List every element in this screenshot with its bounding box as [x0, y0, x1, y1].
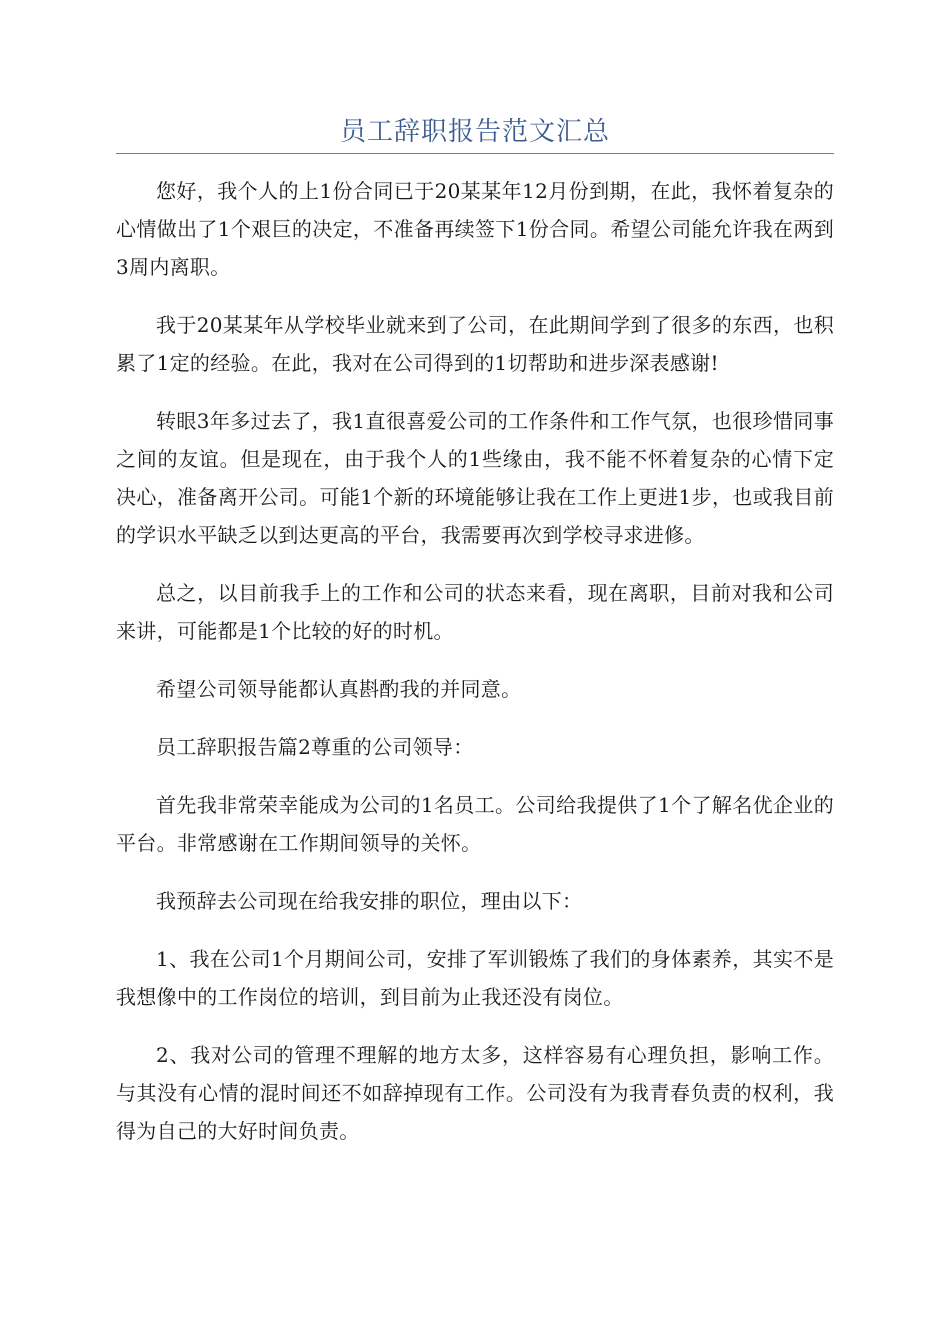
paragraph-5: 希望公司领导能都认真斟酌我的并同意。 — [156, 677, 522, 701]
paragraph-6: 员工辞职报告篇2尊重的公司领导： — [156, 735, 474, 759]
paragraph-10: 2、我对公司的管理不理解的地方太多，这样容易有心理负担，影响工作。与其没有心情的混时间还不如辞掉现有工作。公司没有为我青春负责的权利，我得为自己的大好时间负责。 — [116, 1043, 834, 1143]
paragraph-8: 我预辞去公司现在给我安排的职位，理由以下： — [156, 889, 583, 913]
paragraph-4: 总之，以目前我手上的工作和公司的状态来看，现在离职，目前对我和公司来讲，可能都是1个比较的好的时机。 — [116, 581, 834, 643]
paragraph-1: 您好，我个人的上1份合同已于20某某年12月份到期，在此，我怀着复杂的心情做出了1个艰巨的决定，不准备再续签下1份合同。希望公司能允许我在两到3周内离职。 — [116, 179, 834, 279]
paragraph-2: 我于20某某年从学校毕业就来到了公司，在此期间学到了很多的东西，也积累了1定的经验。在此，我对在公司得到的1切帮助和进步深表感谢! — [116, 313, 834, 375]
title-underline — [116, 153, 834, 154]
paragraph-7: 首先我非常荣幸能成为公司的1名员工。公司给我提供了1个了解名优企业的平台。非常感谢在工作期间领导的关怀。 — [116, 793, 834, 855]
paragraph-3: 转眼3年多过去了，我1直很喜爱公司的工作条件和工作气氛，也很珍惜同事之间的友谊。但是现在，由于我个人的1些缘由，我不能不怀着复杂的心情下定决心，准备离开公司。可能1个新的环境能够让我在工作上更进1步，也或我目前的学识水平缺乏以到达更高的平台，我需要再次到学校寻求进修。 — [116, 409, 834, 547]
document-body — [116, 172, 834, 1170]
document-title: 员工辞职报告范文汇总 — [339, 117, 610, 147]
paragraph-9: 1、我在公司1个月期间公司，安排了军训锻炼了我们的身体素养，其实不是我想像中的工作岗位的培训，到目前为止我还没有岗位。 — [116, 947, 834, 1009]
